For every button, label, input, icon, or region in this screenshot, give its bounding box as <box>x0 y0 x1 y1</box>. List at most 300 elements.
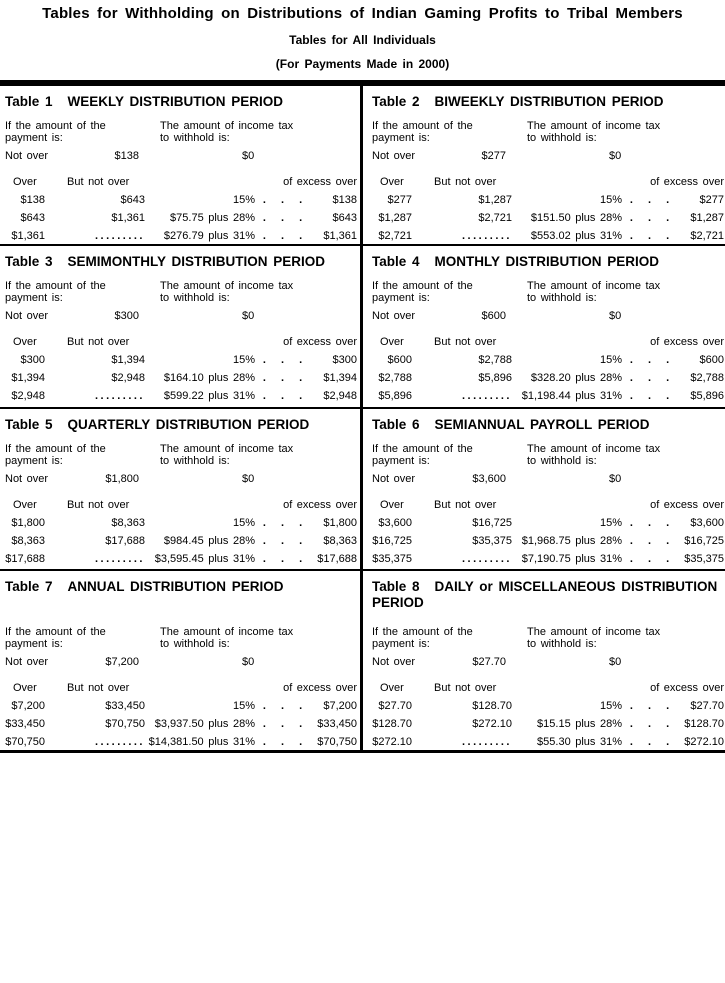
excess-over-value: $1,287 <box>690 212 724 224</box>
dot-leader: . . . <box>262 230 303 242</box>
column-labels-row <box>5 626 356 650</box>
over-value: $2,948 <box>11 390 45 402</box>
but-not-over-leader-dots: ......... <box>461 230 512 242</box>
table-heading <box>372 254 721 273</box>
over-value: $643 <box>20 212 45 224</box>
not-over-row <box>5 310 356 323</box>
bracket-header-row <box>5 176 356 189</box>
table-heading <box>5 94 356 113</box>
tax-formula: $984.45 plus 28% <box>163 535 255 547</box>
not-over-amount: $138 <box>114 150 139 162</box>
not-over-label: Not over <box>5 150 49 162</box>
dot-leader: . . . <box>629 354 670 366</box>
excess-over-value: $643 <box>332 212 357 224</box>
bracket-row <box>372 553 724 566</box>
tax-formula: $328.20 plus 28% <box>530 372 622 384</box>
dot-leader: . . . <box>262 354 303 366</box>
over-value: $138 <box>20 194 45 206</box>
document-header <box>0 0 725 71</box>
over-value: $33,450 <box>5 718 45 730</box>
bracket-row <box>5 718 356 731</box>
column-labels-row <box>5 443 356 467</box>
withhold-label-line1: The amount of income tax <box>527 626 661 638</box>
but-not-over-header: But not over <box>67 499 130 511</box>
dot-leader: . . . <box>629 517 670 529</box>
withhold-amount-label <box>160 280 293 304</box>
withhold-amount-label <box>160 626 293 650</box>
withholding-table <box>0 246 363 409</box>
withhold-amount-label <box>527 120 660 144</box>
of-excess-over-header: of excess over <box>283 176 357 188</box>
zero-withholding-value: $0 <box>609 656 622 668</box>
column-labels-row <box>5 120 356 144</box>
but-not-over-header: But not over <box>434 336 497 348</box>
dot-leader: . . . <box>629 390 670 402</box>
zero-withholding-value: $0 <box>609 473 622 485</box>
zero-withholding-value: $0 <box>242 150 255 162</box>
payment-amount-label <box>5 120 160 144</box>
but-not-over-value: $643 <box>120 194 145 206</box>
dot-leader: . . . <box>262 212 303 224</box>
withhold-label-line1: The amount of income tax <box>160 443 294 455</box>
tax-formula: 15% <box>599 700 622 712</box>
over-header: Over <box>13 176 37 188</box>
column-labels-row <box>372 120 721 144</box>
withhold-label-line2: to withhold is: <box>527 455 597 467</box>
withhold-label-line1: The amount of income tax <box>160 120 294 132</box>
table-number: Table 2 <box>372 94 420 109</box>
over-value: $272.10 <box>372 736 412 748</box>
table-period-name: WEEKLY DISTRIBUTION PERIOD <box>67 94 284 109</box>
excess-over-value: $272.10 <box>684 736 724 748</box>
of-excess-over-header: of excess over <box>283 682 357 694</box>
subtitle-payment-year: (For Payments Made in 2000) <box>275 57 450 71</box>
excess-over-value: $300 <box>332 354 357 366</box>
but-not-over-header: But not over <box>67 176 130 188</box>
bracket-header-row <box>372 336 724 349</box>
table-period-name: SEMIANNUAL PAYROLL PERIOD <box>434 417 650 432</box>
not-over-amount: $1,800 <box>105 473 139 485</box>
but-not-over-leader-dots: ......... <box>461 736 512 748</box>
tax-formula: $151.50 plus 28% <box>530 212 622 224</box>
but-not-over-value: $128.70 <box>472 700 512 712</box>
bracket-header-row <box>5 336 356 349</box>
withholding-table <box>0 571 363 750</box>
of-excess-over-header: of excess over <box>650 336 724 348</box>
payment-label-line1: If the amount of the <box>372 626 473 638</box>
of-excess-over-header: of excess over <box>650 176 724 188</box>
table-period-name: QUARTERLY DISTRIBUTION PERIOD <box>67 417 310 432</box>
bracket-header-row <box>5 499 356 512</box>
table-period-name: SEMIMONTHLY DISTRIBUTION PERIOD <box>67 254 326 269</box>
withholding-table <box>363 246 725 409</box>
payment-label-line1: If the amount of the <box>372 280 473 292</box>
column-labels-row <box>372 443 721 467</box>
column-labels-row <box>372 626 721 650</box>
payment-amount-label <box>372 626 527 650</box>
over-header: Over <box>380 176 404 188</box>
bracket-row <box>5 372 356 385</box>
payment-label-line1: If the amount of the <box>5 626 106 638</box>
subtitle-all-individuals: Tables for All Individuals <box>289 33 436 47</box>
but-not-over-value: $33,450 <box>105 700 145 712</box>
excess-over-value: $1,394 <box>323 372 357 384</box>
over-value: $300 <box>20 354 45 366</box>
zero-withholding-value: $0 <box>242 473 255 485</box>
tax-formula: $3,937.50 plus 28% <box>154 718 255 730</box>
bracket-row <box>5 553 356 566</box>
bracket-row <box>5 700 356 713</box>
payment-label-line2: payment is: <box>5 132 63 144</box>
over-value: $2,788 <box>378 372 412 384</box>
bracket-row <box>5 535 356 548</box>
dot-leader: . . . <box>262 700 303 712</box>
payment-amount-label <box>372 120 527 144</box>
over-value: $1,800 <box>11 517 45 529</box>
table-number: Table 7 <box>5 579 53 594</box>
tax-formula: 15% <box>232 354 255 366</box>
payment-amount-label <box>5 443 160 467</box>
bracket-row <box>5 390 356 403</box>
withhold-label-line2: to withhold is: <box>527 132 597 144</box>
tax-formula: 15% <box>232 700 255 712</box>
dot-leader: . . . <box>629 736 670 748</box>
withhold-label-line1: The amount of income tax <box>527 280 661 292</box>
payment-amount-label <box>5 626 160 650</box>
table-number: Table 5 <box>5 417 53 432</box>
not-over-amount: $7,200 <box>105 656 139 668</box>
zero-withholding-value: $0 <box>609 310 622 322</box>
excess-over-value: $2,788 <box>690 372 724 384</box>
tax-formula: 15% <box>599 194 622 206</box>
tax-formula: $15.15 plus 28% <box>537 718 622 730</box>
not-over-amount: $300 <box>114 310 139 322</box>
but-not-over-header: But not over <box>434 682 497 694</box>
bracket-row <box>5 212 356 225</box>
of-excess-over-header: of excess over <box>283 499 357 511</box>
excess-over-value: $2,721 <box>690 230 724 242</box>
table-period-name: ANNUAL DISTRIBUTION PERIOD <box>67 579 284 594</box>
not-over-amount: $27.70 <box>472 656 506 668</box>
dot-leader: . . . <box>629 553 670 565</box>
table-number: Table 4 <box>372 254 420 269</box>
bracket-row <box>372 230 724 243</box>
over-value: $1,361 <box>11 230 45 242</box>
not-over-label: Not over <box>5 656 49 668</box>
payment-label-line1: If the amount of the <box>372 443 473 455</box>
tax-formula: $3,595.45 plus 31% <box>154 553 255 565</box>
over-value: $70,750 <box>5 736 45 748</box>
withhold-label-line2: to withhold is: <box>160 455 230 467</box>
spacer <box>512 336 622 349</box>
not-over-label: Not over <box>5 310 49 322</box>
withholding-table <box>363 571 725 750</box>
over-value: $27.70 <box>378 700 412 712</box>
tax-formula: $55.30 plus 31% <box>537 736 622 748</box>
dot-leader: . . . <box>262 390 303 402</box>
tax-formula: $1,968.75 plus 28% <box>521 535 622 547</box>
dot-leader: . . . <box>262 194 303 206</box>
but-not-over-header: But not over <box>434 499 497 511</box>
but-not-over-leader-dots: ......... <box>94 390 145 402</box>
dot-leader: . . . <box>262 535 303 547</box>
but-not-over-value: $2,721 <box>478 212 512 224</box>
tax-formula: $14,381.50 plus 31% <box>148 736 255 748</box>
not-over-amount: $3,600 <box>472 473 506 485</box>
over-value: $128.70 <box>372 718 412 730</box>
withholding-tables-grid <box>0 86 725 753</box>
but-not-over-value: $70,750 <box>105 718 145 730</box>
but-not-over-value: $1,394 <box>111 354 145 366</box>
excess-over-value: $138 <box>332 194 357 206</box>
spacer <box>145 176 255 189</box>
bracket-row <box>372 700 724 713</box>
but-not-over-leader-dots: ......... <box>461 553 512 565</box>
excess-over-value: $5,896 <box>690 390 724 402</box>
not-over-row <box>5 656 356 669</box>
payment-label-line2: payment is: <box>5 292 63 304</box>
bracket-row <box>5 354 356 367</box>
table-heading <box>372 417 721 436</box>
but-not-over-value: $16,725 <box>472 517 512 529</box>
withhold-label-line1: The amount of income tax <box>527 120 661 132</box>
withhold-amount-label <box>160 443 293 467</box>
payment-label-line2: payment is: <box>372 292 430 304</box>
withhold-label-line1: The amount of income tax <box>160 626 294 638</box>
over-value: $3,600 <box>378 517 412 529</box>
spacer <box>145 682 255 695</box>
but-not-over-value: $272.10 <box>472 718 512 730</box>
dot-leader: . . . <box>629 212 670 224</box>
payment-label-line1: If the amount of the <box>5 443 106 455</box>
spacer <box>512 499 622 512</box>
of-excess-over-header: of excess over <box>650 682 724 694</box>
dot-leader: . . . <box>629 535 670 547</box>
payment-label-line2: payment is: <box>372 455 430 467</box>
dot-leader: . . . <box>262 736 303 748</box>
bracket-row <box>372 212 724 225</box>
over-value: $2,721 <box>378 230 412 242</box>
not-over-row <box>372 473 721 486</box>
excess-over-value: $27.70 <box>690 700 724 712</box>
bracket-row <box>372 194 724 207</box>
zero-withholding-value: $0 <box>609 150 622 162</box>
over-value: $7,200 <box>11 700 45 712</box>
column-labels-row <box>372 280 721 304</box>
but-not-over-value: $2,948 <box>111 372 145 384</box>
not-over-label: Not over <box>372 150 416 162</box>
withhold-amount-label <box>527 626 660 650</box>
but-not-over-leader-dots: ......... <box>94 736 145 748</box>
page-title: Tables for Withholding on Distributions of Indian Gaming Profits to Tribal Members <box>42 5 683 22</box>
bracket-header-row <box>5 682 356 695</box>
payment-label-line2: payment is: <box>5 638 63 650</box>
payment-label-line1: If the amount of the <box>5 280 106 292</box>
withhold-label-line2: to withhold is: <box>160 638 230 650</box>
excess-over-value: $3,600 <box>690 517 724 529</box>
excess-over-value: $277 <box>699 194 724 206</box>
dot-leader: . . . <box>629 700 670 712</box>
tax-formula: $553.02 plus 31% <box>530 230 622 242</box>
not-over-amount: $277 <box>481 150 506 162</box>
tax-formula: $276.79 plus 31% <box>163 230 255 242</box>
withholding-table <box>0 409 363 571</box>
over-value: $1,394 <box>11 372 45 384</box>
not-over-label: Not over <box>372 310 416 322</box>
over-header: Over <box>13 499 37 511</box>
over-value: $600 <box>387 354 412 366</box>
payment-amount-label <box>5 280 160 304</box>
excess-over-value: $128.70 <box>684 718 724 730</box>
bracket-row <box>5 736 356 749</box>
over-header: Over <box>13 682 37 694</box>
dot-leader: . . . <box>262 372 303 384</box>
withhold-amount-label <box>527 443 660 467</box>
table-number: Table 8 <box>372 579 420 594</box>
excess-over-value: $33,450 <box>317 718 357 730</box>
table-heading <box>372 579 721 619</box>
payment-amount-label <box>372 443 527 467</box>
zero-withholding-value: $0 <box>242 310 255 322</box>
withholding-table <box>363 409 725 571</box>
column-labels-row <box>5 280 356 304</box>
but-not-over-value: $5,896 <box>478 372 512 384</box>
over-value: $1,287 <box>378 212 412 224</box>
over-header: Over <box>13 336 37 348</box>
excess-over-value: $70,750 <box>317 736 357 748</box>
bracket-row <box>5 517 356 530</box>
withhold-amount-label <box>527 280 660 304</box>
excess-over-value: $1,800 <box>323 517 357 529</box>
excess-over-value: $2,948 <box>323 390 357 402</box>
but-not-over-header: But not over <box>434 176 497 188</box>
payment-label-line2: payment is: <box>372 638 430 650</box>
but-not-over-header: But not over <box>67 336 130 348</box>
but-not-over-leader-dots: ......... <box>461 390 512 402</box>
withhold-amount-label <box>160 120 293 144</box>
excess-over-value: $16,725 <box>684 535 724 547</box>
not-over-row <box>372 656 721 669</box>
dot-leader: . . . <box>629 230 670 242</box>
not-over-row <box>5 150 356 163</box>
but-not-over-value: $1,361 <box>111 212 145 224</box>
excess-over-value: $17,688 <box>317 553 357 565</box>
but-not-over-value: $1,287 <box>478 194 512 206</box>
but-not-over-value: $35,375 <box>472 535 512 547</box>
excess-over-value: $600 <box>699 354 724 366</box>
bracket-row <box>372 736 724 749</box>
payment-label-line1: If the amount of the <box>372 120 473 132</box>
table-period-name: DAILY or MISCELLANEOUS DISTRIBUTION PERIOD <box>372 579 718 610</box>
not-over-label: Not over <box>372 473 416 485</box>
dot-leader: . . . <box>629 718 670 730</box>
tax-formula: $599.22 plus 31% <box>163 390 255 402</box>
bracket-row <box>372 354 724 367</box>
over-value: $17,688 <box>5 553 45 565</box>
tax-formula: $164.10 plus 28% <box>163 372 255 384</box>
not-over-label: Not over <box>5 473 49 485</box>
dot-leader: . . . <box>262 718 303 730</box>
table-number: Table 1 <box>5 94 53 109</box>
but-not-over-header: But not over <box>67 682 130 694</box>
bracket-row <box>5 194 356 207</box>
tax-formula: $1,198.44 plus 31% <box>521 390 622 402</box>
but-not-over-value: $8,363 <box>111 517 145 529</box>
but-not-over-value: $2,788 <box>478 354 512 366</box>
bracket-row <box>372 390 724 403</box>
withhold-label-line2: to withhold is: <box>527 638 597 650</box>
not-over-row <box>5 473 356 486</box>
over-header: Over <box>380 682 404 694</box>
dot-leader: . . . <box>629 372 670 384</box>
not-over-amount: $600 <box>481 310 506 322</box>
tax-formula: $75.75 plus 28% <box>170 212 255 224</box>
withhold-label-line1: The amount of income tax <box>160 280 294 292</box>
spacer <box>145 499 255 512</box>
over-value: $35,375 <box>372 553 412 565</box>
not-over-row <box>372 310 721 323</box>
excess-over-value: $1,361 <box>323 230 357 242</box>
tax-formula: 15% <box>599 517 622 529</box>
bracket-header-row <box>372 682 724 695</box>
over-value: $5,896 <box>378 390 412 402</box>
spacer <box>512 682 622 695</box>
over-header: Over <box>380 499 404 511</box>
but-not-over-value: $17,688 <box>105 535 145 547</box>
not-over-label: Not over <box>372 656 416 668</box>
withhold-label-line1: The amount of income tax <box>527 443 661 455</box>
tax-formula: 15% <box>232 194 255 206</box>
zero-withholding-value: $0 <box>242 656 255 668</box>
bracket-row <box>372 372 724 385</box>
withhold-label-line2: to withhold is: <box>527 292 597 304</box>
withholding-table <box>0 86 363 246</box>
but-not-over-leader-dots: ......... <box>94 553 145 565</box>
dot-leader: . . . <box>262 553 303 565</box>
tax-formula: 15% <box>599 354 622 366</box>
excess-over-value: $7,200 <box>323 700 357 712</box>
payment-label-line2: payment is: <box>372 132 430 144</box>
bracket-header-row <box>372 176 724 189</box>
payment-label-line2: payment is: <box>5 455 63 467</box>
table-heading <box>372 94 721 113</box>
excess-over-value: $8,363 <box>323 535 357 547</box>
dot-leader: . . . <box>262 517 303 529</box>
bracket-header-row <box>372 499 724 512</box>
payment-label-line1: If the amount of the <box>5 120 106 132</box>
withhold-label-line2: to withhold is: <box>160 292 230 304</box>
dot-leader: . . . <box>629 194 670 206</box>
spacer <box>145 336 255 349</box>
bracket-row <box>372 718 724 731</box>
over-value: $16,725 <box>372 535 412 547</box>
withhold-label-line2: to withhold is: <box>160 132 230 144</box>
excess-over-value: $35,375 <box>684 553 724 565</box>
table-heading <box>5 579 356 619</box>
table-period-name: BIWEEKLY DISTRIBUTION PERIOD <box>434 94 664 109</box>
over-header: Over <box>380 336 404 348</box>
bracket-row <box>372 535 724 548</box>
over-value: $8,363 <box>11 535 45 547</box>
over-value: $277 <box>387 194 412 206</box>
tax-formula: $7,190.75 plus 31% <box>521 553 622 565</box>
but-not-over-leader-dots: ......... <box>94 230 145 242</box>
table-heading <box>5 417 356 436</box>
not-over-row <box>372 150 721 163</box>
bracket-row <box>372 517 724 530</box>
table-number: Table 6 <box>372 417 420 432</box>
tax-formula: 15% <box>232 517 255 529</box>
